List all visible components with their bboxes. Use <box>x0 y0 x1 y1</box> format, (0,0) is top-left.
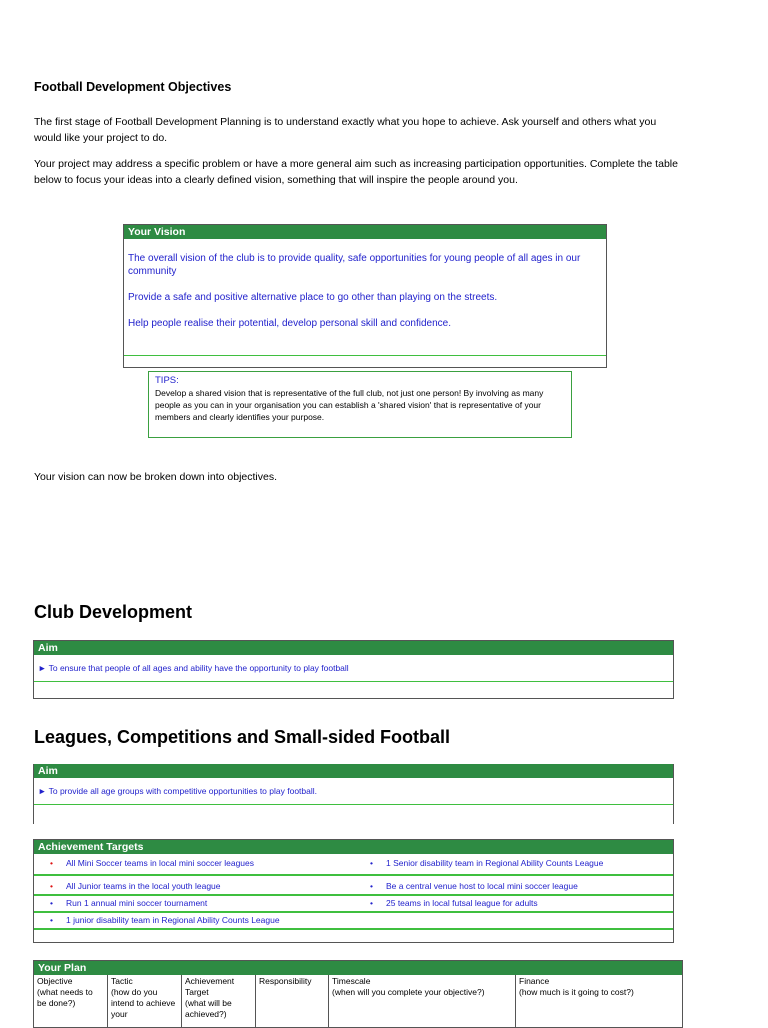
plan-col-achievement-target: Achievement Target (what will be achieved?) <box>182 975 256 1027</box>
target-divider <box>34 911 673 913</box>
vision-line-1: The overall vision of the club is to provide quality, safe opportunities for young people of all ages in our community <box>128 253 581 277</box>
target-divider <box>34 928 673 930</box>
club-aim-table <box>33 640 674 699</box>
tips-text: Develop a shared vision that is representative of the full club, not just one person! By involving as many people as you can in your organisation you can establish a 'shared vision' that is representative of your members and clearly identifies your purpose. <box>155 388 544 422</box>
leagues-aim-table <box>33 764 674 824</box>
plan-col-finance: Finance (how much is it going to cost?) <box>519 976 634 997</box>
instructions-paragraph: Your project may address a specific problem or have a more general aim such as increasing participation opportunities. Complete the table below to focus your ideas into a clearly defined vision, something that will inspire the people around you. <box>34 158 678 186</box>
tips-label: TIPS: <box>155 375 179 386</box>
vision-table <box>123 224 607 368</box>
plan-col-objective: Objective (what needs to be done?) <box>34 975 108 1027</box>
target-left: Run 1 annual mini soccer tournament <box>66 898 208 908</box>
bullet-icon: • <box>370 881 373 891</box>
club-aim-header: Aim <box>34 641 673 655</box>
club-development-heading: Club Development <box>34 602 193 622</box>
leagues-aim-text: ► To provide all age groups with competitive opportunities to play football. <box>38 786 317 796</box>
achievement-targets-table <box>33 839 674 943</box>
bullet-icon: • <box>370 898 373 908</box>
your-plan-table <box>33 960 683 1028</box>
plan-grid <box>34 975 682 1027</box>
plan-header: Your Plan <box>34 961 682 975</box>
target-right: Be a central venue host to local mini soccer league <box>386 881 578 891</box>
leagues-heading: Leagues, Competitions and Small-sided Football <box>34 727 451 747</box>
plan-col-timescale: Timescale (when will you complete your objective?) <box>329 975 516 1027</box>
bullet-icon: • <box>50 881 53 891</box>
bullet-icon: • <box>50 915 53 925</box>
targets-header: Achievement Targets <box>34 840 673 854</box>
target-left: All Junior teams in the local youth league <box>66 881 221 891</box>
vision-header: Your Vision <box>124 225 606 239</box>
plan-col-tactic: Tactic (how do you intend to achieve your <box>108 975 182 1027</box>
target-right: 25 teams in local futsal league for adults <box>386 898 538 908</box>
target-divider <box>34 894 673 896</box>
leagues-aim-divider <box>34 804 673 805</box>
document-title: Football Development Objectives <box>34 80 232 94</box>
target-divider <box>34 874 673 876</box>
bullet-icon: • <box>50 858 53 868</box>
intro-paragraph: The first stage of Football Development Planning is to understand exactly what you hope to achieve. Ask yourself and others what you would like your project to do. <box>34 116 657 144</box>
target-left: All Mini Soccer teams in local mini soccer leagues <box>66 858 255 868</box>
tips-box <box>148 371 572 438</box>
vision-line-2: Provide a safe and positive alternative place to go other than playing on the streets. <box>128 292 498 303</box>
club-aim-divider <box>34 681 673 682</box>
bullet-icon: • <box>370 858 373 868</box>
plan-col-responsibility: Responsibility <box>256 975 329 1027</box>
club-aim-text: ► To ensure that people of all ages and ability have the opportunity to play football <box>38 663 349 673</box>
bullet-icon: • <box>50 898 53 908</box>
vision-divider <box>124 355 606 356</box>
target-left: 1 junior disability team in Regional Ability Counts League <box>66 915 280 925</box>
vision-line-3: Help people realise their potential, develop personal skill and confidence. <box>128 318 451 329</box>
vision-followup-text: Your vision can now be broken down into objectives. <box>34 471 278 483</box>
leagues-aim-header: Aim <box>34 764 673 778</box>
target-right: 1 Senior disability team in Regional Ability Counts League <box>386 858 604 868</box>
